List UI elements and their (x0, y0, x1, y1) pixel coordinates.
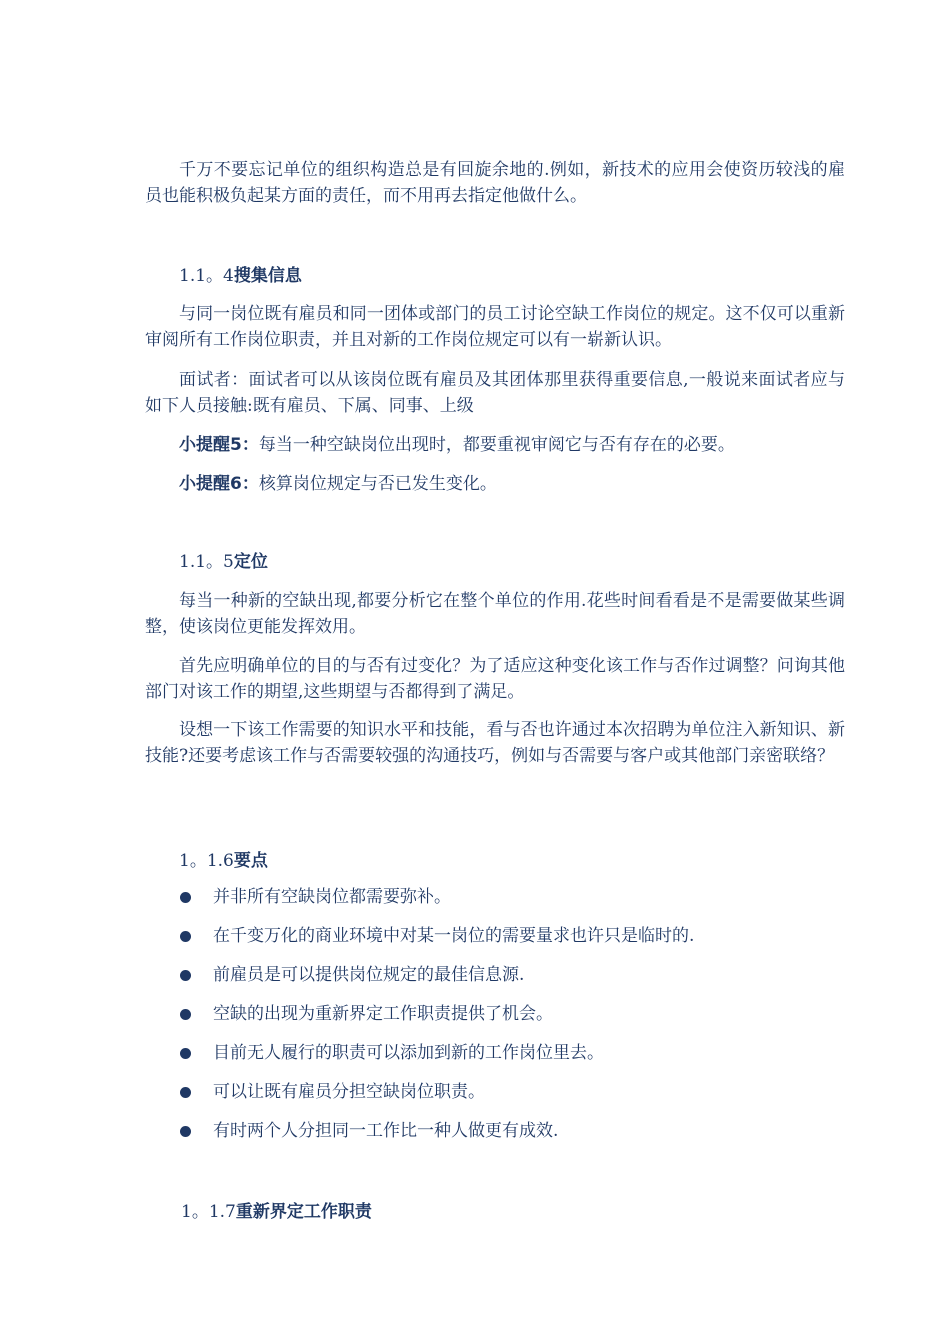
bullet-icon (180, 1048, 191, 1059)
section-heading-1-1-7 (181, 1199, 372, 1225)
list-item-text: 空缺的出现为重新界定工作职责提供了机会。 (213, 1004, 553, 1024)
section-heading-1-1-6 (179, 848, 268, 874)
tip-5 (179, 432, 735, 458)
list-item-text: 并非所有空缺岗位都需要弥补。 (213, 887, 451, 907)
list-item-text: 可以让既有雇员分担空缺岗位职责。 (213, 1082, 485, 1102)
bullet-icon (180, 1009, 191, 1020)
list-item (179, 1118, 694, 1157)
list-item-text: 在千变万化的商业环境中对某一岗位的需要量求也许只是临时的. (213, 926, 695, 946)
section-heading-1-1-4 (179, 263, 302, 289)
body-paragraph: 每当一种新的空缺出现,都要分析它在整个单位的作用.花些时间看看是不是需要做某些调整，使该岗位更能发挥效用。 (145, 591, 845, 637)
list-item (179, 923, 694, 962)
list-item (179, 962, 694, 1001)
tip-text: 核算岗位规定与否已发生变化。 (258, 474, 497, 494)
section-heading-1-1-5 (179, 549, 268, 575)
list-item (179, 1040, 694, 1079)
key-points-list (179, 884, 694, 1157)
section-title: 要点 (233, 851, 268, 871)
section-title: 定位 (233, 552, 268, 572)
body-paragraph: 面试者：面试者可以从该岗位既有雇员及其团体那里获得重要信息,一般说来面试者应与如下人员接触:既有雇员、下属、同事、上级 (145, 370, 845, 416)
bullet-icon (180, 1087, 191, 1098)
section-title: 重新界定工作职责 (235, 1202, 372, 1222)
body-paragraph: 首先应明确单位的目的与否有过变化？为了适应这种变化该工作与否作过调整？问询其他部门对该工作的期望,这些期望与否都得到了满足。 (145, 656, 845, 702)
section-number: 1.1。5 (179, 552, 234, 572)
bullet-icon (180, 931, 191, 942)
body-paragraph: 设想一下该工作需要的知识水平和技能，看与否也许通过本次招聘为单位注入新知识、新技能?还要考虑该工作与否需要较强的沟通技巧，例如与否需要与客户或其他部门亲密联络？ (145, 720, 845, 766)
intro-paragraph: 千万不要忘记单位的组织构造总是有回旋余地的.例如，新技术的应用会使资历较浅的雇员也能积极负起某方面的责任，而不用再去指定他做什么。 (145, 160, 845, 206)
section-number: 1。1.7 (181, 1202, 236, 1222)
list-item (179, 884, 694, 923)
tip-label: 小提醒5： (179, 435, 259, 455)
section-number: 1.1。4 (179, 266, 234, 286)
bullet-icon (180, 970, 191, 981)
list-item (179, 1001, 694, 1040)
bullet-icon (180, 1126, 191, 1137)
body-paragraph: 与同一岗位既有雇员和同一团体或部门的员工讨论空缺工作岗位的规定。这不仅可以重新审阅所有工作岗位职责，并且对新的工作岗位规定可以有一崭新认识。 (145, 304, 845, 350)
tip-text: 每当一种空缺岗位出现时，都要重视审阅它与否有存在的必要。 (258, 435, 735, 455)
bullet-icon (180, 892, 191, 903)
list-item (179, 1079, 694, 1118)
list-item-text: 目前无人履行的职责可以添加到新的工作岗位里去。 (213, 1043, 604, 1063)
tip-label: 小提醒6： (179, 474, 259, 494)
tip-6 (179, 471, 497, 497)
section-title: 搜集信息 (233, 266, 302, 286)
list-item-text: 有时两个人分担同一工作比一种人做更有成效. (213, 1121, 559, 1141)
list-item-text: 前雇员是可以提供岗位规定的最佳信息源. (213, 965, 525, 985)
section-number: 1。1.6 (179, 851, 234, 871)
